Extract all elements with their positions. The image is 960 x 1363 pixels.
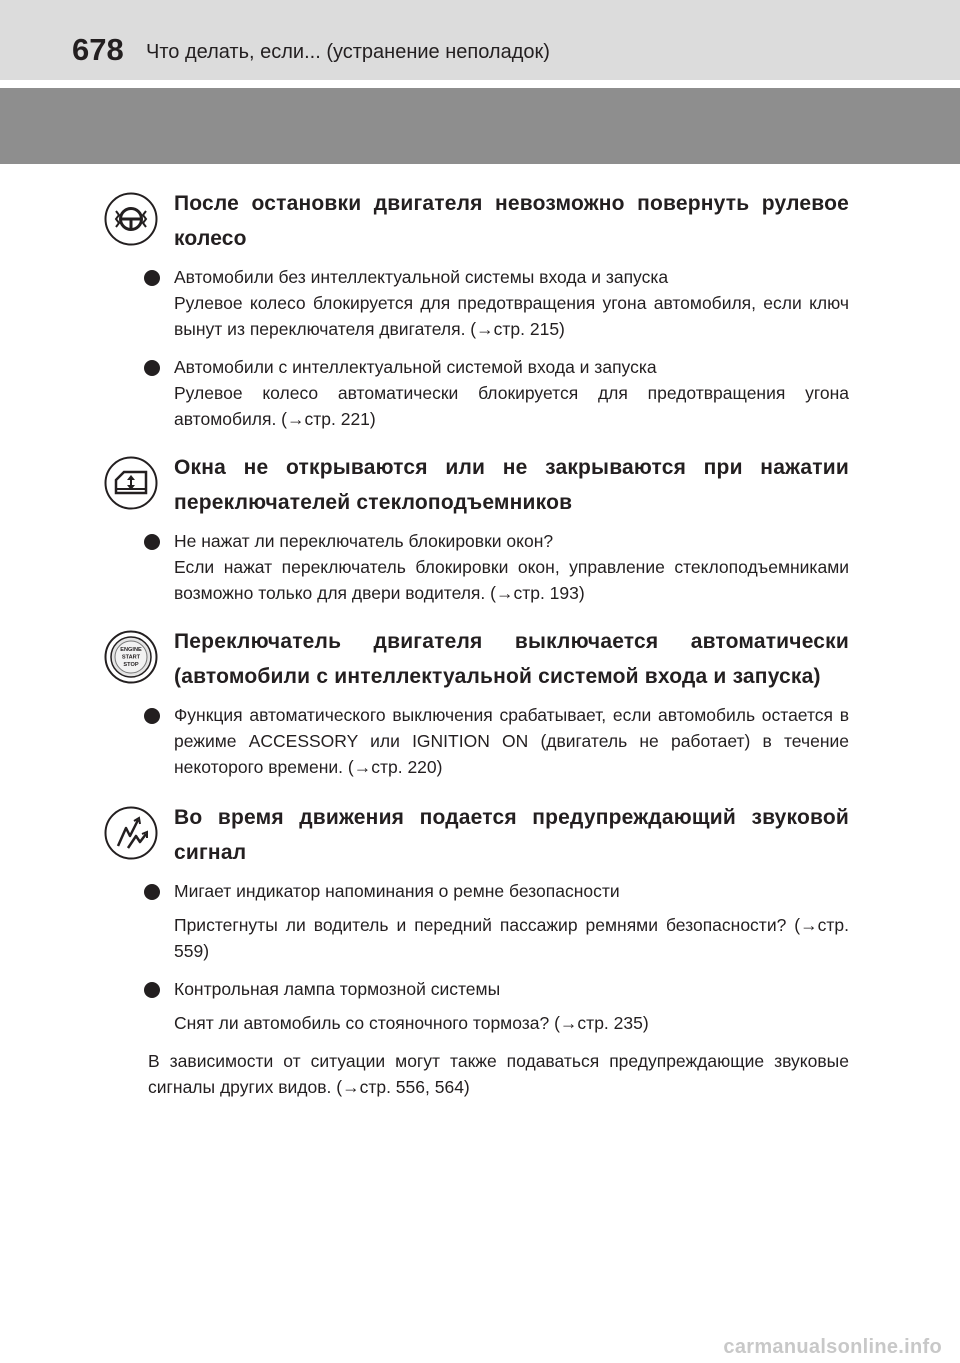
steering-wheel-warning-icon xyxy=(104,192,158,246)
page-header xyxy=(0,0,960,80)
bullet-heading: Функция автоматического выключения срабатывает, если автомобиль остается в режиме ACCESSORY или IGNITION ON (двигатель не работает) в течение некоторого времени. (→стр. 220) xyxy=(174,705,849,777)
bullet-heading: Мигает индикатор напоминания о ремне безопасности xyxy=(174,881,620,901)
section-warning-buzzer xyxy=(104,800,849,1100)
section-note: В зависимости от ситуации могут также подаваться предупреждающие звуковые сигналы других видов. (→стр. 556, 564) xyxy=(148,1051,849,1097)
bullet-heading: Контрольная лампа тормозной системы xyxy=(174,979,501,999)
watermark: carmanualsonline.info xyxy=(723,1336,942,1358)
bullet-body: Снят ли автомобиль со стояночного тормоза? (→стр. 235) xyxy=(174,1013,649,1033)
bullet-dot xyxy=(144,982,160,998)
bullet-body: Рулевое колесо блокируется для предотвращения угона автомобиля, если ключ вынут из переключателя двигателя. (→стр. 215) xyxy=(174,293,849,339)
page-number: 678 xyxy=(72,32,124,67)
icon-label: START xyxy=(121,654,141,661)
page-content xyxy=(104,180,849,1100)
bullet-dot xyxy=(144,884,160,900)
bullet-dot xyxy=(144,360,160,376)
window-switch-icon xyxy=(104,456,158,510)
list-item xyxy=(174,702,849,780)
section-engine-switch xyxy=(104,624,849,780)
bullet-heading: Автомобили с интеллектуальной системой входа и запуска xyxy=(174,357,657,377)
list-item xyxy=(174,976,849,1036)
bullet-dot xyxy=(144,270,160,286)
bullet-body: Если нажат переключатель блокировки окон, управление стеклоподъемниками возможно только для двери водителя. (→стр. 193) xyxy=(174,557,849,603)
bullet-heading: Автомобили без интеллектуальной системы входа и запуска xyxy=(174,267,669,287)
chapter-title: Что делать, если... (устранение неполадок) xyxy=(146,41,550,63)
bullet-dot xyxy=(144,708,160,724)
header-band xyxy=(0,88,960,164)
bullet-dot xyxy=(144,534,160,550)
section-title: Окна не открываются или не закрываются при нажатии переключателей стеклоподъемников xyxy=(174,456,849,514)
list-item xyxy=(174,528,849,606)
section-title: Во время движения подается предупреждающий звуковой сигнал xyxy=(174,806,849,864)
bullet-body: Рулевое колесо автоматически блокируется для предотвращения угона автомобиля. (→стр. 221) xyxy=(174,383,849,429)
icon-label: ENGINE xyxy=(120,647,142,653)
section-title: Переключатель двигателя выключается автоматически (автомобили с интеллектуальной системой входа и запуска) xyxy=(174,630,849,688)
list-item xyxy=(174,354,849,432)
bullet-body: Пристегнуты ли водитель и передний пассажир ремнями безопасности? (→стр. 559) xyxy=(174,915,849,961)
section-title: После остановки двигателя невозможно повернуть рулевое колесо xyxy=(174,192,849,250)
section-steering-wheel xyxy=(104,186,849,432)
section-windows xyxy=(104,450,849,606)
list-item xyxy=(174,264,849,342)
engine-start-stop-icon xyxy=(104,630,158,684)
icon-label: STOP xyxy=(123,662,139,668)
list-item xyxy=(174,878,849,964)
warning-buzzer-icon xyxy=(104,806,158,860)
bullet-heading: Не нажат ли переключатель блокировки окон? xyxy=(174,531,554,551)
